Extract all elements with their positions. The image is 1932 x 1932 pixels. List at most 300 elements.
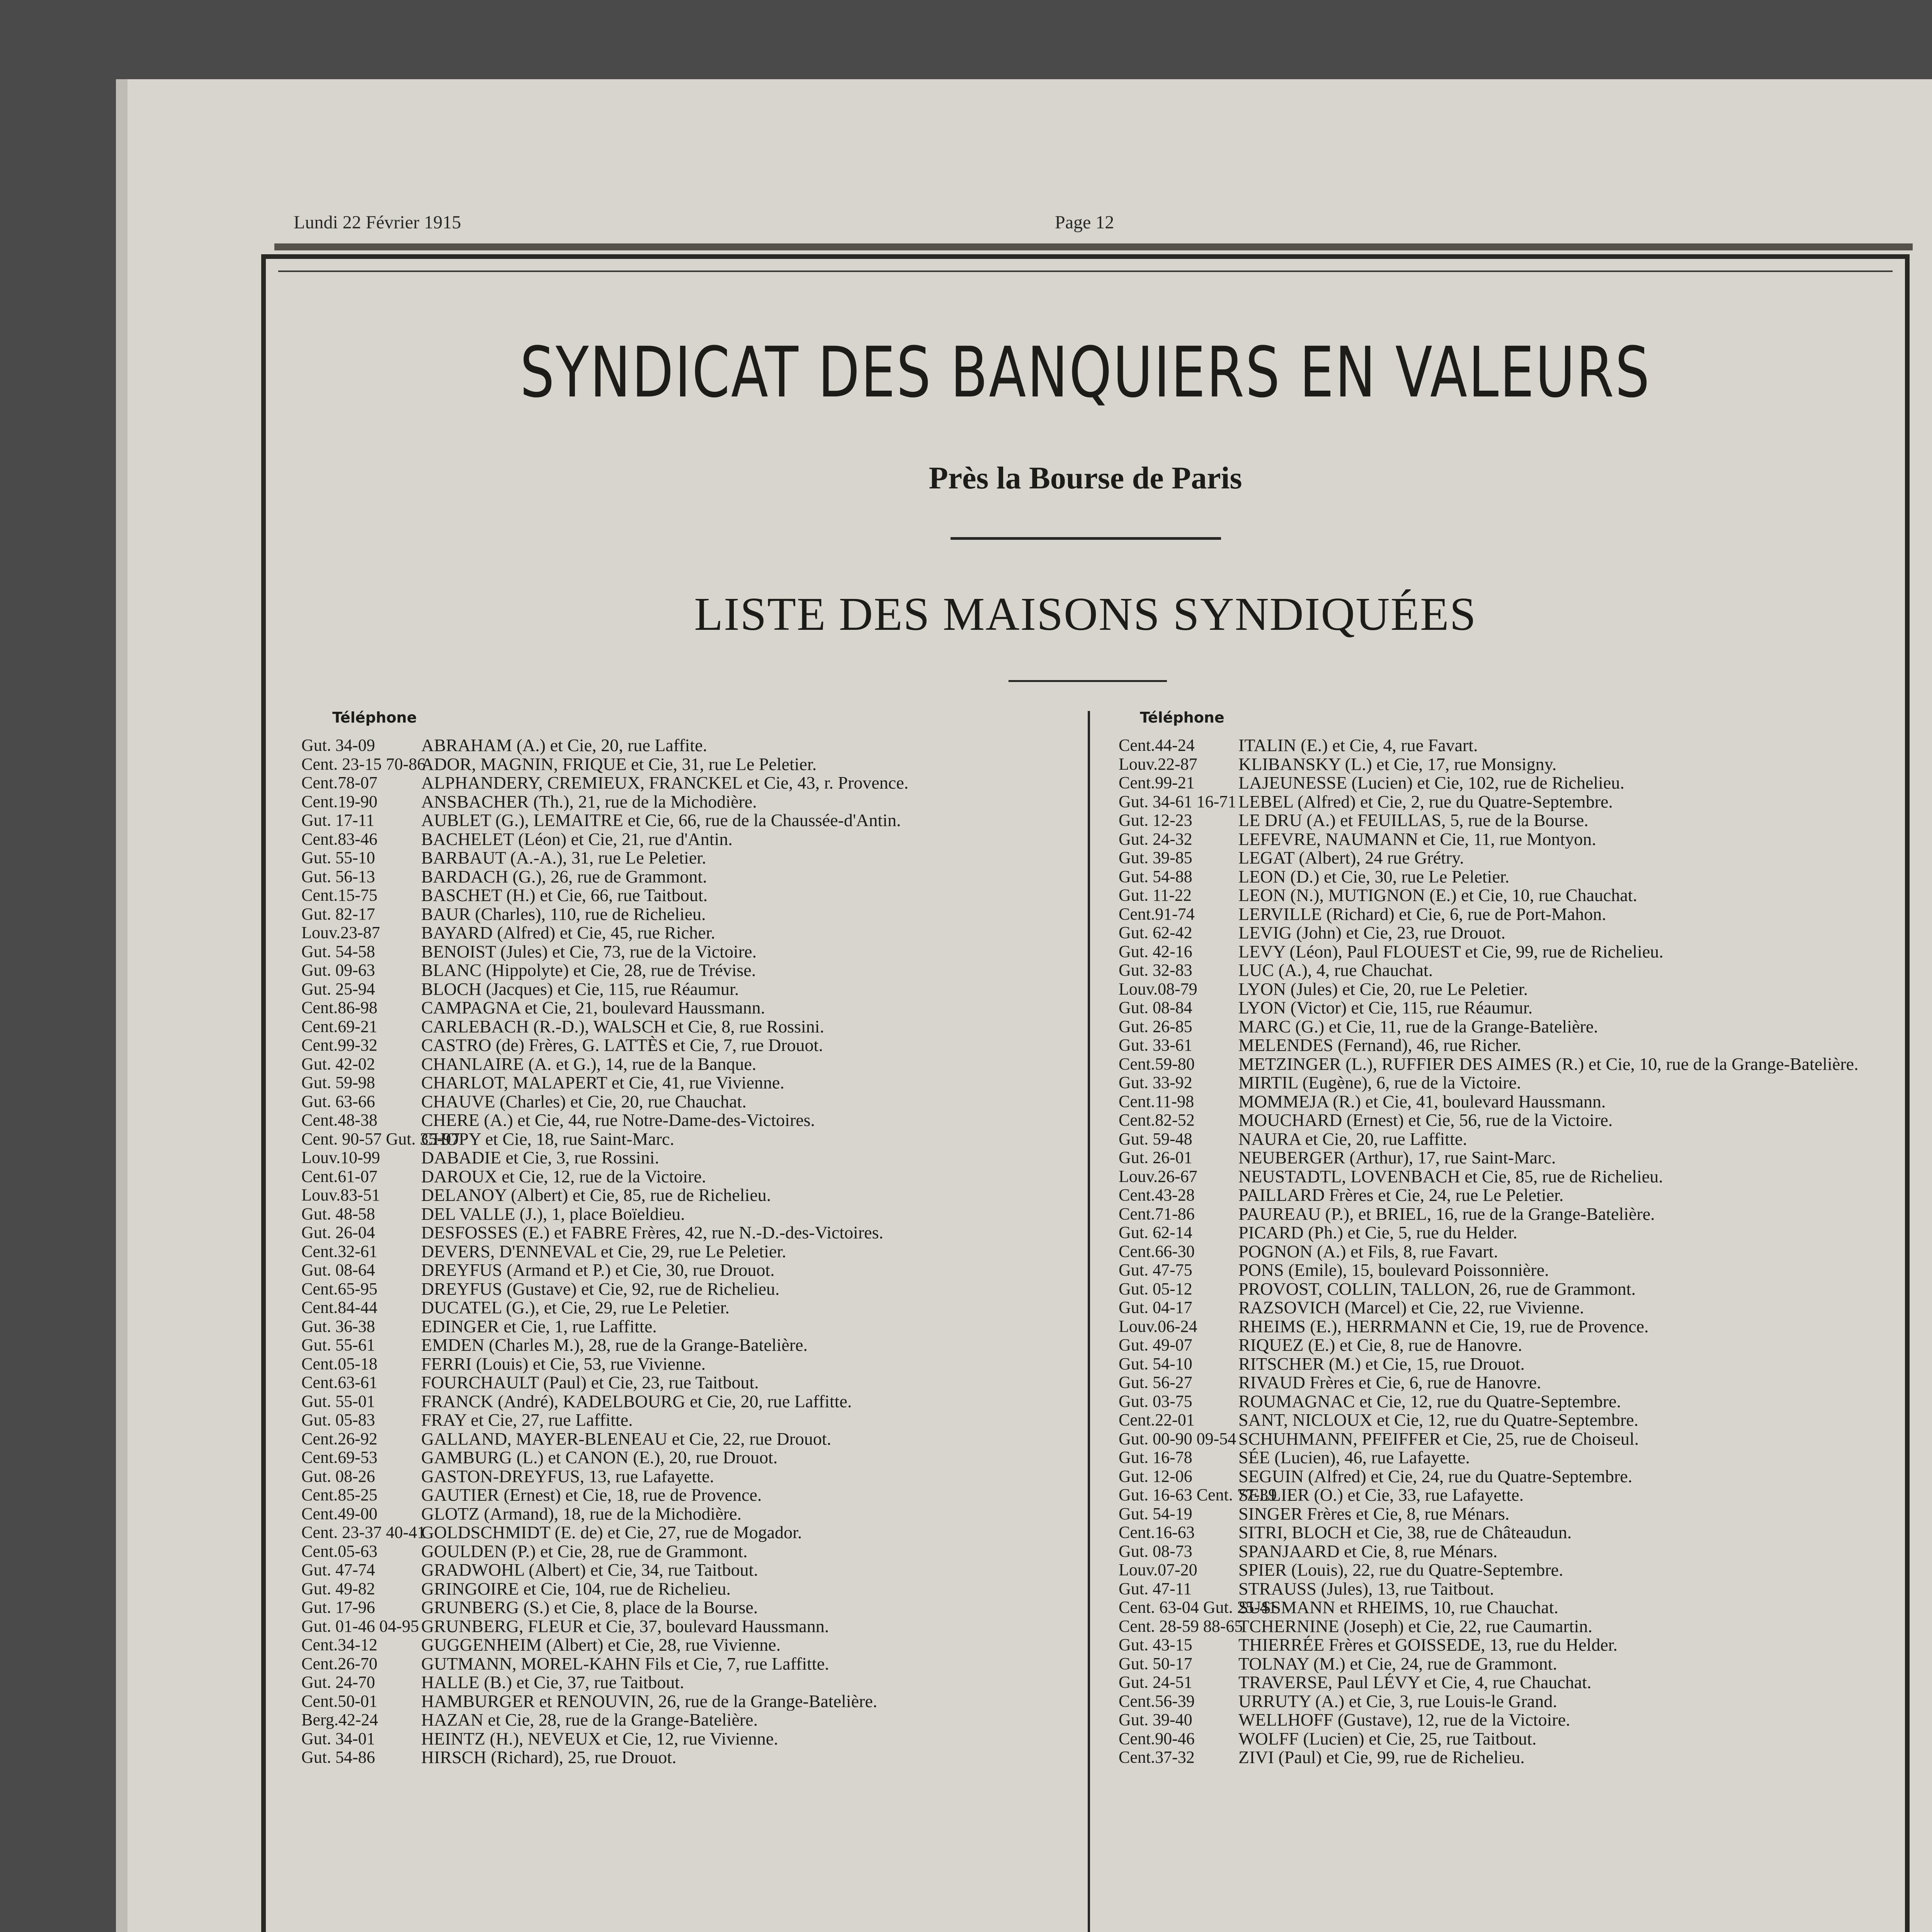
telephone-number: Cent.69-53 bbox=[301, 1448, 378, 1467]
member-name-address: GRINGOIRE et Cie, 104, rue de Richelieu. bbox=[421, 1579, 731, 1598]
telephone-number: Louv.10-99 bbox=[301, 1148, 380, 1167]
member-name-address: EDINGER et Cie, 1, rue Laffitte. bbox=[421, 1317, 657, 1336]
member-name-address: LAJEUNESSE (Lucien) et Cie, 102, rue de Richelieu. bbox=[1238, 774, 1624, 793]
member-name-address: HEINTZ (H.), NEVEUX et Cie, 12, rue Vivienne. bbox=[421, 1729, 778, 1748]
member-name-address: SCHUHMANN, PFEIFFER et Cie, 25, rue de Choiseul. bbox=[1238, 1429, 1639, 1448]
telephone-number: Gut. 63-66 bbox=[301, 1092, 375, 1111]
member-entry bbox=[301, 1280, 1055, 1299]
telephone-number: Cent.59-80 bbox=[1119, 1054, 1195, 1073]
member-entry bbox=[301, 774, 1055, 793]
member-entry bbox=[301, 1392, 1055, 1411]
member-entry bbox=[301, 1411, 1055, 1430]
member-entry bbox=[301, 849, 1055, 867]
telephone-number: Cent. 23-37 40-41 bbox=[301, 1523, 426, 1542]
telephone-number: Gut. 26-01 bbox=[1119, 1148, 1192, 1167]
member-name-address: GASTON-DREYFUS, 13, rue Lafayette. bbox=[421, 1467, 714, 1486]
member-entry bbox=[1119, 1298, 1872, 1317]
member-entry bbox=[1119, 1055, 1872, 1074]
member-entry bbox=[301, 1636, 1055, 1655]
telephone-number: Gut. 47-74 bbox=[301, 1560, 375, 1579]
telephone-number: Cent.85-25 bbox=[301, 1485, 378, 1504]
member-entry bbox=[1119, 1092, 1872, 1111]
member-name-address: DREYFUS (Gustave) et Cie, 92, rue de Richelieu. bbox=[421, 1279, 780, 1298]
member-name-address: CHAUVE (Charles) et Cie, 20, rue Chauchat. bbox=[421, 1092, 747, 1111]
member-name-address: BARBAUT (A.-A.), 31, rue Le Peletier. bbox=[421, 849, 706, 867]
member-entry bbox=[1119, 1467, 1872, 1486]
member-name-address: PAUREAU (P.), et BRIEL, 16, rue de la Grange-Batelière. bbox=[1238, 1204, 1655, 1223]
member-entry bbox=[1119, 1242, 1872, 1261]
member-list-left bbox=[301, 736, 1055, 1767]
member-name-address: FERRI (Louis) et Cie, 53, rue Vivienne. bbox=[421, 1354, 706, 1373]
telephone-number: Cent.19-90 bbox=[301, 792, 378, 811]
list-title: LISTE DES MAISONS SYNDIQUÉES bbox=[694, 588, 1477, 640]
telephone-number: Cent.49-00 bbox=[301, 1504, 378, 1523]
member-name-address: GRADWOHL (Albert) et Cie, 34, rue Taitbout. bbox=[421, 1561, 758, 1580]
member-name-address: HALLE (B.) et Cie, 37, rue Taitbout. bbox=[421, 1673, 684, 1692]
member-name-address: SPANJAARD et Cie, 8, rue Ménars. bbox=[1238, 1542, 1498, 1561]
member-name-address: BARDACH (G.), 26, rue de Grammont. bbox=[421, 867, 707, 886]
telephone-number: Cent.37-32 bbox=[1119, 1748, 1195, 1767]
member-entry bbox=[301, 1373, 1055, 1392]
telephone-number: Gut. 48-58 bbox=[301, 1204, 375, 1223]
member-entry bbox=[301, 793, 1055, 811]
telephone-number: Cent.69-21 bbox=[301, 1017, 378, 1036]
member-name-address: PROVOST, COLLIN, TALLON, 26, rue de Grammont. bbox=[1238, 1279, 1636, 1298]
telephone-number: Cent.66-30 bbox=[1119, 1242, 1195, 1261]
member-name-address: TOLNAY (M.) et Cie, 24, rue de Grammont. bbox=[1238, 1654, 1557, 1673]
member-entry bbox=[1119, 1448, 1872, 1467]
member-entry bbox=[1119, 1223, 1872, 1242]
member-entry bbox=[301, 1448, 1055, 1467]
telephone-number: Cent.05-63 bbox=[301, 1541, 378, 1561]
member-name-address: PICARD (Ph.) et Cie, 5, rue du Helder. bbox=[1238, 1223, 1517, 1242]
member-name-address: SINGER Frères et Cie, 8, rue Ménars. bbox=[1238, 1504, 1510, 1523]
member-name-address: WOLFF (Lucien) et Cie, 25, rue Taitbout. bbox=[1238, 1729, 1537, 1748]
member-name-address: LEON (N.), MUTIGNON (E.) et Cie, 10, rue Chauchat. bbox=[1238, 886, 1638, 905]
member-entry bbox=[1119, 942, 1872, 961]
member-entry bbox=[301, 1355, 1055, 1374]
member-entry bbox=[301, 1580, 1055, 1599]
telephone-number: Cent.15-75 bbox=[301, 886, 378, 905]
member-entry bbox=[1119, 886, 1872, 905]
member-entry bbox=[1119, 736, 1872, 755]
member-entry bbox=[301, 942, 1055, 961]
member-entry bbox=[1119, 1130, 1872, 1149]
member-entry bbox=[1119, 923, 1872, 942]
member-name-address: BASCHET (H.) et Cie, 66, rue Taitbout. bbox=[421, 886, 708, 905]
telephone-number: Louv.08-79 bbox=[1119, 979, 1197, 998]
member-name-address: KLIBANSKY (L.) et Cie, 17, rue Monsigny. bbox=[1238, 755, 1557, 774]
telephone-number: Gut. 62-14 bbox=[1119, 1223, 1192, 1242]
member-entry bbox=[1119, 1580, 1872, 1599]
member-entry bbox=[301, 1017, 1055, 1036]
member-entry bbox=[1119, 1711, 1872, 1730]
member-entry bbox=[301, 1692, 1055, 1711]
member-entry bbox=[1119, 1542, 1872, 1561]
member-entry bbox=[301, 1617, 1055, 1636]
member-entry bbox=[301, 1542, 1055, 1561]
telephone-number: Cent.11-98 bbox=[1119, 1092, 1194, 1111]
telephone-number: Gut. 33-92 bbox=[1119, 1073, 1192, 1092]
member-name-address: WELLHOFF (Gustave), 12, rue de la Victoire. bbox=[1238, 1711, 1570, 1730]
telephone-number: Cent.22-01 bbox=[1119, 1410, 1195, 1429]
member-name-address: DELANOY (Albert) et Cie, 85, rue de Richelieu. bbox=[421, 1186, 771, 1205]
member-name-address: RAZSOVICH (Marcel) et Cie, 22, rue Vivienne. bbox=[1238, 1298, 1584, 1317]
member-entry bbox=[1119, 1167, 1872, 1186]
member-entry bbox=[1119, 1523, 1872, 1542]
member-entry bbox=[1119, 1392, 1872, 1411]
telephone-number: Gut. 25-94 bbox=[301, 979, 375, 998]
member-entry bbox=[1119, 1673, 1872, 1692]
telephone-number: Gut. 54-58 bbox=[301, 942, 375, 961]
member-name-address: METZINGER (L.), RUFFIER DES AIMES (R.) et Cie, 10, rue de la Grange-Batelière. bbox=[1238, 1054, 1859, 1073]
member-entry bbox=[301, 811, 1055, 830]
telephone-number: Cent.56-39 bbox=[1119, 1691, 1195, 1711]
member-name-address: PAILLARD Frères et Cie, 24, rue Le Peletier. bbox=[1238, 1186, 1564, 1205]
member-entry bbox=[301, 1036, 1055, 1055]
telephone-number: Gut. 16-63 Cent. 77-39 bbox=[1119, 1485, 1277, 1504]
member-entry bbox=[301, 1523, 1055, 1542]
member-name-address: LYON (Jules) et Cie, 20, rue Le Peletier. bbox=[1238, 980, 1528, 998]
member-entry bbox=[1119, 905, 1872, 924]
member-name-address: CASTRO (de) Frères, G. LATTÈS et Cie, 7, rue Drouot. bbox=[421, 1036, 823, 1055]
telephone-number: Louv.83-51 bbox=[301, 1185, 380, 1204]
member-entry bbox=[1119, 1317, 1872, 1336]
telephone-number: Gut. 03-75 bbox=[1119, 1391, 1192, 1411]
divider bbox=[1009, 680, 1167, 682]
telephone-number: Gut. 34-09 bbox=[301, 736, 375, 755]
telephone-number: Gut. 11-22 bbox=[1119, 886, 1192, 905]
telephone-number: Cent.78-07 bbox=[301, 773, 378, 792]
member-entry bbox=[301, 867, 1055, 886]
member-name-address: TCHERNINE (Joseph) et Cie, 22, rue Caumartin. bbox=[1238, 1617, 1592, 1636]
member-name-address: GLOTZ (Armand), 18, rue de la Michodière. bbox=[421, 1504, 742, 1523]
member-name-address: ROUMAGNAC et Cie, 12, rue du Quatre-Septembre. bbox=[1238, 1392, 1621, 1411]
member-name-address: DEL VALLE (J.), 1, place Boïeldieu. bbox=[421, 1204, 685, 1223]
telephone-number: Gut. 17-11 bbox=[301, 811, 375, 830]
telephone-number: Gut. 59-98 bbox=[301, 1073, 375, 1092]
member-name-address: RIQUEZ (E.) et Cie, 8, rue de Hanovre. bbox=[1238, 1336, 1522, 1355]
member-name-address: LEON (D.) et Cie, 30, rue Le Peletier. bbox=[1238, 867, 1510, 886]
telephone-number: Gut. 50-17 bbox=[1119, 1654, 1192, 1673]
member-entry bbox=[1119, 1355, 1872, 1374]
member-entry bbox=[301, 830, 1055, 849]
member-name-address: URRUTY (A.) et Cie, 3, rue Louis-le Grand. bbox=[1238, 1692, 1557, 1711]
telephone-number: Louv.06-24 bbox=[1119, 1316, 1197, 1336]
telephone-number: Gut. 00-90 09-54 bbox=[1119, 1429, 1236, 1448]
telephone-number: Gut. 17-96 bbox=[301, 1598, 375, 1617]
member-name-address: GOLDSCHMIDT (E. de) et Cie, 27, rue de Mogador. bbox=[421, 1523, 802, 1542]
telephone-number: Gut. 49-82 bbox=[301, 1579, 375, 1598]
member-entry bbox=[301, 1205, 1055, 1224]
telephone-number: Gut. 59-48 bbox=[1119, 1129, 1192, 1148]
member-name-address: NAURA et Cie, 20, rue Laffitte. bbox=[1238, 1129, 1467, 1148]
member-entry bbox=[301, 1730, 1055, 1748]
telephone-number: Gut. 43-15 bbox=[1119, 1635, 1192, 1654]
member-entry bbox=[1119, 980, 1872, 999]
member-entry bbox=[301, 755, 1055, 774]
telephone-number: Gut. 34-01 bbox=[301, 1729, 375, 1748]
member-entry bbox=[301, 1242, 1055, 1261]
telephone-number: Gut. 55-10 bbox=[301, 848, 375, 867]
member-entry bbox=[1119, 1017, 1872, 1036]
member-name-address: FRAY et Cie, 27, rue Laffitte. bbox=[421, 1411, 633, 1430]
member-name-address: DEVERS, D'ENNEVAL et Cie, 29, rue Le Peletier. bbox=[421, 1242, 786, 1261]
member-name-address: POGNON (A.) et Fils, 8, rue Favart. bbox=[1238, 1242, 1498, 1261]
member-name-address: AUBLET (G.), LEMAITRE et Cie, 66, rue de la Chaussée-d'Antin. bbox=[421, 811, 901, 830]
header-rule bbox=[274, 243, 1913, 250]
member-entry bbox=[1119, 1280, 1872, 1299]
member-entry bbox=[1119, 1486, 1872, 1505]
member-name-address: GUTMANN, MOREL-KAHN Fils et Cie, 7, rue Laffitte. bbox=[421, 1654, 829, 1673]
header-page-number: Page 12 bbox=[1055, 212, 1114, 233]
telephone-number: Gut. 08-84 bbox=[1119, 998, 1192, 1017]
member-entry bbox=[301, 1505, 1055, 1524]
telephone-number: Cent.61-07 bbox=[301, 1167, 378, 1186]
telephone-number: Gut. 12-06 bbox=[1119, 1466, 1192, 1486]
telephone-number: Gut. 04-17 bbox=[1119, 1298, 1192, 1317]
member-name-address: LYON (Victor) et Cie, 115, rue Réaumur. bbox=[1238, 998, 1533, 1017]
member-name-address: GAMBURG (L.) et CANON (E.), 20, rue Drouot. bbox=[421, 1448, 778, 1467]
telephone-number: Gut. 47-75 bbox=[1119, 1260, 1192, 1279]
member-entry bbox=[301, 1561, 1055, 1580]
member-name-address: ALPHANDERY, CREMIEUX, FRANCKEL et Cie, 43, r. Provence. bbox=[421, 774, 909, 793]
member-name-address: FOURCHAULT (Paul) et Cie, 23, rue Taitbout. bbox=[421, 1373, 759, 1392]
telephone-number: Gut. 24-51 bbox=[1119, 1673, 1192, 1692]
member-entry bbox=[1119, 1411, 1872, 1430]
telephone-number: Gut. 24-70 bbox=[301, 1673, 375, 1692]
telephone-number: Gut. 47-11 bbox=[1119, 1579, 1192, 1598]
member-entry bbox=[301, 1655, 1055, 1673]
member-entry bbox=[1119, 1617, 1872, 1636]
telephone-number: Cent.26-70 bbox=[301, 1654, 378, 1673]
member-name-address: ANSBACHER (Th.), 21, rue de la Michodière. bbox=[421, 792, 757, 811]
member-entry bbox=[301, 1092, 1055, 1111]
telephone-number: Louv.23-87 bbox=[301, 923, 380, 942]
telephone-number: Cent.71-86 bbox=[1119, 1204, 1195, 1223]
member-entry bbox=[1119, 793, 1872, 811]
member-entry bbox=[301, 1711, 1055, 1730]
member-name-address: PONS (Emile), 15, boulevard Poissonnière. bbox=[1238, 1261, 1549, 1280]
telephone-number: Gut. 39-85 bbox=[1119, 848, 1192, 867]
telephone-number: Cent. 23-15 70-86 bbox=[301, 754, 426, 774]
telephone-number: Gut. 12-23 bbox=[1119, 811, 1192, 830]
telephone-number: Cent.32-61 bbox=[301, 1242, 378, 1261]
member-entry bbox=[301, 1748, 1055, 1767]
header-date: Lundi 22 Février 1915 bbox=[294, 212, 461, 233]
member-entry bbox=[1119, 1598, 1872, 1617]
member-name-address: HIRSCH (Richard), 25, rue Drouot. bbox=[421, 1748, 677, 1767]
member-name-address: CHANLAIRE (A. et G.), 14, rue de la Banque. bbox=[421, 1054, 757, 1073]
member-name-address: BACHELET (Léon) et Cie, 21, rue d'Antin. bbox=[421, 830, 733, 849]
telephone-number: Cent.44-24 bbox=[1119, 736, 1195, 755]
member-entry bbox=[1119, 1073, 1872, 1092]
member-entry bbox=[301, 1223, 1055, 1242]
member-entry bbox=[1119, 867, 1872, 886]
telephone-number: Gut. 54-19 bbox=[1119, 1504, 1192, 1523]
telephone-number: Gut. 56-27 bbox=[1119, 1373, 1192, 1392]
member-name-address: LEFEVRE, NAUMANN et Cie, 11, rue Montyon. bbox=[1238, 830, 1596, 849]
telephone-number: Gut. 55-01 bbox=[301, 1391, 375, 1411]
telephone-number: Cent.48-38 bbox=[301, 1111, 378, 1129]
telephone-number: Gut. 49-07 bbox=[1119, 1335, 1192, 1354]
member-name-address: CHARLOT, MALAPERT et Cie, 41, rue Vivienne. bbox=[421, 1073, 784, 1092]
syndicate-subtitle: Près la Bourse de Paris bbox=[929, 460, 1242, 495]
member-name-address: LERVILLE (Richard) et Cie, 6, rue de Port-Mahon. bbox=[1238, 905, 1606, 923]
member-name-address: MOMMEJA (R.) et Cie, 41, boulevard Haussmann. bbox=[1238, 1092, 1606, 1111]
member-entry bbox=[1119, 1373, 1872, 1392]
telephone-number: Gut. 54-88 bbox=[1119, 867, 1192, 886]
frame-inner-rule bbox=[278, 270, 1893, 272]
member-name-address: DAROUX et Cie, 12, rue de la Victoire. bbox=[421, 1167, 706, 1186]
telephone-number: Gut. 24-32 bbox=[1119, 829, 1192, 849]
member-entry bbox=[301, 905, 1055, 924]
member-name-address: BLANC (Hippolyte) et Cie, 28, rue de Trévise. bbox=[421, 961, 756, 980]
telephone-number: Cent. 63-04 Gut. 25-41 bbox=[1119, 1598, 1277, 1617]
telephone-number: Louv.07-20 bbox=[1119, 1560, 1197, 1579]
telephone-number: Cent.05-18 bbox=[301, 1354, 378, 1373]
member-name-address: CHOPY et Cie, 18, rue Saint-Marc. bbox=[421, 1129, 674, 1148]
member-entry bbox=[301, 1167, 1055, 1186]
member-entry bbox=[301, 1298, 1055, 1317]
member-name-address: ZIVI (Paul) et Cie, 99, rue de Richelieu. bbox=[1238, 1748, 1525, 1767]
member-entry bbox=[301, 736, 1055, 755]
member-entry bbox=[1119, 1148, 1872, 1167]
telephone-heading-right: Téléphone bbox=[1140, 709, 1225, 726]
member-name-address: DREYFUS (Armand et P.) et Cie, 30, rue Drouot. bbox=[421, 1261, 775, 1280]
telephone-number: Cent. 28-59 88-65 bbox=[1119, 1616, 1243, 1636]
member-name-address: BENOIST (Jules) et Cie, 73, rue de la Victoire. bbox=[421, 942, 757, 961]
member-entry bbox=[1119, 1336, 1872, 1355]
member-entry bbox=[1119, 1205, 1872, 1224]
member-entry bbox=[1119, 755, 1872, 774]
member-name-address: STRAUSS (Jules), 13, rue Taitbout. bbox=[1238, 1579, 1494, 1598]
member-entry bbox=[301, 1467, 1055, 1486]
member-entry bbox=[301, 1486, 1055, 1505]
member-name-address: EMDEN (Charles M.), 28, rue de la Grange-Batelière. bbox=[421, 1336, 808, 1355]
member-name-address: SUSSMANN et RHEIMS, 10, rue Chauchat. bbox=[1238, 1598, 1558, 1617]
member-name-address: MELENDES (Fernand), 46, rue Richer. bbox=[1238, 1036, 1522, 1055]
member-name-address: SITRI, BLOCH et Cie, 38, rue de Châteaudun. bbox=[1238, 1523, 1572, 1542]
telephone-number: Cent.34-12 bbox=[301, 1635, 378, 1654]
member-name-address: THIERRÉE Frères et GOISSEDE, 13, rue du Helder. bbox=[1238, 1636, 1618, 1655]
member-name-address: TRAVERSE, Paul LÉVY et Cie, 4, rue Chauchat. bbox=[1238, 1673, 1592, 1692]
member-name-address: SÉE (Lucien), 46, rue Lafayette. bbox=[1238, 1448, 1470, 1467]
telephone-number: Cent.63-61 bbox=[301, 1373, 378, 1392]
member-entry bbox=[301, 1430, 1055, 1449]
member-name-address: MARC (G.) et Cie, 11, rue de la Grange-Batelière. bbox=[1238, 1017, 1598, 1036]
member-entry bbox=[1119, 849, 1872, 867]
member-entry bbox=[301, 1148, 1055, 1167]
telephone-number: Cent.65-95 bbox=[301, 1279, 378, 1298]
member-name-address: GALLAND, MAYER-BLENEAU et Cie, 22, rue Drouot. bbox=[421, 1429, 832, 1448]
member-name-address: GOULDEN (P.) et Cie, 28, rue de Grammont. bbox=[421, 1542, 748, 1561]
member-name-address: ABRAHAM (A.) et Cie, 20, rue Laffite. bbox=[421, 736, 707, 755]
telephone-number: Gut. 32-83 bbox=[1119, 961, 1192, 980]
telephone-number: Gut. 42-16 bbox=[1119, 942, 1192, 961]
member-name-address: DABADIE et Cie, 3, rue Rossini. bbox=[421, 1148, 659, 1167]
member-entry bbox=[1119, 1748, 1872, 1767]
telephone-number: Louv.26-67 bbox=[1119, 1167, 1197, 1186]
member-name-address: LEVIG (John) et Cie, 23, rue Drouot. bbox=[1238, 923, 1506, 942]
telephone-number: Cent.43-28 bbox=[1119, 1185, 1195, 1204]
telephone-number: Gut. 54-10 bbox=[1119, 1354, 1192, 1373]
member-name-address: HAZAN et Cie, 28, rue de la Grange-Batelière. bbox=[421, 1711, 758, 1730]
member-name-address: BLOCH (Jacques) et Cie, 115, rue Réaumur. bbox=[421, 980, 739, 998]
telephone-number: Gut. 39-40 bbox=[1119, 1710, 1192, 1729]
telephone-number: Gut. 05-83 bbox=[301, 1410, 375, 1429]
member-entry bbox=[301, 923, 1055, 942]
member-entry bbox=[301, 1055, 1055, 1074]
telephone-number: Gut. 54-86 bbox=[301, 1748, 375, 1767]
telephone-number: Louv.22-87 bbox=[1119, 754, 1197, 774]
telephone-number: Gut. 56-13 bbox=[301, 867, 375, 886]
divider bbox=[951, 537, 1221, 540]
member-name-address: ADOR, MAGNIN, FRIQUE et Cie, 31, rue Le Peletier. bbox=[421, 755, 817, 774]
telephone-number: Berg.42-24 bbox=[301, 1710, 378, 1729]
member-name-address: NEUSTADTL, LOVENBACH et Cie, 85, rue de Richelieu. bbox=[1238, 1167, 1663, 1186]
member-entry bbox=[1119, 1692, 1872, 1711]
member-name-address: LUC (A.), 4, rue Chauchat. bbox=[1238, 961, 1433, 980]
member-entry bbox=[301, 1130, 1055, 1149]
member-name-address: GRUNBERG (S.) et Cie, 8, place de la Bourse. bbox=[421, 1598, 758, 1617]
member-entry bbox=[1119, 1111, 1872, 1130]
member-name-address: SANT, NICLOUX et Cie, 12, rue du Quatre-Septembre. bbox=[1238, 1411, 1639, 1430]
telephone-number: Gut. 08-26 bbox=[301, 1466, 375, 1486]
telephone-number: Gut. 08-64 bbox=[301, 1260, 375, 1279]
member-name-address: DUCATEL (G.), et Cie, 29, rue Le Peletier. bbox=[421, 1298, 730, 1317]
member-name-address: FRANCK (André), KADELBOURG et Cie, 20, rue Laffitte. bbox=[421, 1392, 852, 1411]
member-name-address: GAUTIER (Ernest) et Cie, 18, rue de Provence. bbox=[421, 1486, 762, 1505]
telephone-number: Cent.99-32 bbox=[301, 1036, 378, 1054]
member-name-address: CARLEBACH (R.-D.), WALSCH et Cie, 8, rue Rossini. bbox=[421, 1017, 825, 1036]
telephone-number: Cent.16-63 bbox=[1119, 1523, 1195, 1542]
telephone-number: Cent.91-74 bbox=[1119, 904, 1195, 923]
member-entry bbox=[1119, 1261, 1872, 1280]
telephone-number: Gut. 55-61 bbox=[301, 1335, 375, 1354]
member-name-address: DESFOSSES (E.) et FABRE Frères, 42, rue N.-D.-des-Victoires. bbox=[421, 1223, 884, 1242]
member-entry bbox=[301, 1598, 1055, 1617]
member-entry bbox=[301, 1111, 1055, 1130]
telephone-number: Cent.26-92 bbox=[301, 1429, 378, 1448]
member-name-address: GUGGENHEIM (Albert) et Cie, 28, rue Vivienne. bbox=[421, 1636, 781, 1655]
telephone-number: Gut. 42-02 bbox=[301, 1054, 375, 1073]
member-name-address: LEVY (Léon), Paul FLOUEST et Cie, 99, rue de Richelieu. bbox=[1238, 942, 1663, 961]
telephone-number: Cent. 90-57 Gut. 35-97 bbox=[301, 1129, 460, 1148]
telephone-number: Cent.86-98 bbox=[301, 998, 378, 1017]
member-entry bbox=[301, 886, 1055, 905]
telephone-number: Cent.83-46 bbox=[301, 829, 378, 849]
member-entry bbox=[301, 980, 1055, 999]
telephone-number: Cent.99-21 bbox=[1119, 773, 1195, 792]
member-entry bbox=[301, 1186, 1055, 1205]
telephone-number: Gut. 08-73 bbox=[1119, 1541, 1192, 1561]
member-name-address: SELLIER (O.) et Cie, 33, rue Lafayette. bbox=[1238, 1486, 1524, 1505]
telephone-number: Gut. 05-12 bbox=[1119, 1279, 1192, 1298]
column-divider bbox=[1088, 711, 1090, 1932]
member-name-address: MIRTIL (Eugène), 6, rue de la Victoire. bbox=[1238, 1073, 1521, 1092]
telephone-number: Gut. 33-61 bbox=[1119, 1036, 1192, 1054]
member-name-address: LE DRU (A.) et FEUILLAS, 5, rue de la Bourse. bbox=[1238, 811, 1588, 830]
member-entry bbox=[1119, 1730, 1872, 1748]
member-name-address: SEGUIN (Alfred) et Cie, 24, rue du Quatre-Septembre. bbox=[1238, 1467, 1633, 1486]
member-entry bbox=[1119, 1561, 1872, 1580]
member-entry bbox=[1119, 961, 1872, 980]
member-entry bbox=[1119, 811, 1872, 830]
telephone-number: Cent.90-46 bbox=[1119, 1729, 1195, 1748]
member-list-right bbox=[1119, 736, 1872, 1767]
member-entry bbox=[301, 1317, 1055, 1336]
